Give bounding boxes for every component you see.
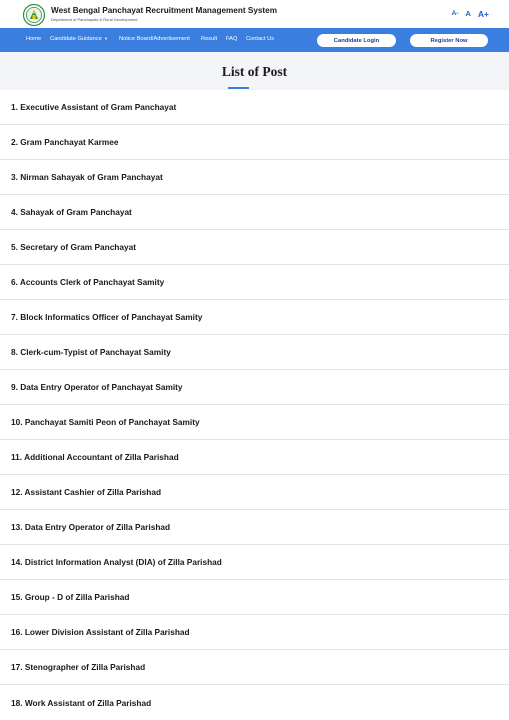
post-item-label: 9. Data Entry Operator of Panchayat Samity — [11, 382, 183, 392]
post-item-label: 16. Lower Division Assistant of Zilla Parishad — [11, 627, 190, 637]
post-item[interactable] — [0, 580, 509, 615]
post-item[interactable] — [0, 650, 509, 685]
decrease-font-button[interactable]: A- — [451, 10, 459, 17]
post-item-label: 10. Panchayat Samiti Peon of Panchayat Samity — [11, 417, 200, 427]
post-item[interactable] — [0, 615, 509, 650]
post-item[interactable] — [0, 685, 509, 720]
post-item[interactable] — [0, 230, 509, 265]
register-now-button[interactable]: Register Now — [410, 34, 488, 47]
post-item-label: 17. Stenographer of Zilla Parishad — [11, 662, 146, 672]
post-item-label: 4. Sahayak of Gram Panchayat — [11, 207, 132, 217]
nav-result[interactable]: Result — [201, 36, 218, 42]
page-header — [0, 52, 509, 90]
post-item[interactable] — [0, 510, 509, 545]
site-title: West Bengal Panchayat Recruitment Management System — [51, 6, 277, 15]
chevron-down-icon: ▾ — [104, 36, 108, 41]
post-item-label: 13. Data Entry Operator of Zilla Parishad — [11, 522, 171, 532]
post-item[interactable] — [0, 545, 509, 580]
post-item-label: 1. Executive Assistant of Gram Panchayat — [11, 102, 177, 112]
post-list — [0, 90, 509, 720]
nav-candidate-guidance-label: Candidate Guidance — [50, 36, 102, 42]
post-item-label: 12. Assistant Cashier of Zilla Parishad — [11, 487, 162, 497]
post-item-label: 8. Clerk-cum-Typist of Panchayat Samity — [11, 347, 171, 357]
post-item[interactable] — [0, 265, 509, 300]
post-item[interactable] — [0, 160, 509, 195]
post-item-label: 6. Accounts Clerk of Panchayat Samity — [11, 277, 165, 287]
increase-font-button[interactable]: A+ — [477, 9, 489, 19]
nav-notice-board[interactable]: Notice Board/Advertisement — [119, 36, 190, 42]
post-item-label: 18. Work Assistant of Zilla Parishad — [11, 697, 152, 708]
post-item-label: 14. District Information Analyst (DIA) of Zilla Parishad — [11, 557, 222, 567]
main-navigation — [0, 28, 509, 52]
site-subtitle: Department of Panchayats & Rural Development — [51, 17, 138, 22]
post-item-label: 3. Nirman Sahayak of Gram Panchayat — [11, 172, 163, 182]
west-bengal-emblem-icon[interactable] — [23, 4, 45, 26]
candidate-login-button[interactable]: Candidate Login — [317, 34, 396, 47]
post-item[interactable] — [0, 195, 509, 230]
post-item[interactable] — [0, 405, 509, 440]
post-item-label: 11. Additional Accountant of Zilla Parishad — [11, 452, 179, 462]
post-item[interactable] — [0, 300, 509, 335]
title-underline — [228, 87, 249, 89]
nav-candidate-guidance[interactable] — [50, 36, 107, 42]
reset-font-button[interactable]: A — [465, 9, 471, 18]
top-bar — [0, 0, 509, 28]
post-item[interactable] — [0, 370, 509, 405]
post-item[interactable] — [0, 125, 509, 160]
post-item[interactable] — [0, 475, 509, 510]
nav-faq[interactable]: FAQ — [226, 36, 238, 42]
font-size-controls — [452, 9, 489, 19]
post-item-label: 2. Gram Panchayat Karmee — [11, 137, 119, 147]
post-item[interactable] — [0, 90, 509, 125]
post-item-label: 7. Block Informatics Officer of Panchayat Samity — [11, 312, 203, 322]
nav-contact-us[interactable]: Contact Us — [246, 36, 275, 42]
post-item[interactable] — [0, 335, 509, 370]
nav-home[interactable]: Home — [26, 36, 42, 42]
post-item-label: 15. Group - D of Zilla Parishad — [11, 592, 130, 602]
post-item[interactable] — [0, 440, 509, 475]
post-item-label: 5. Secretary of Gram Panchayat — [11, 242, 136, 252]
page-title: List of Post — [221, 64, 288, 79]
